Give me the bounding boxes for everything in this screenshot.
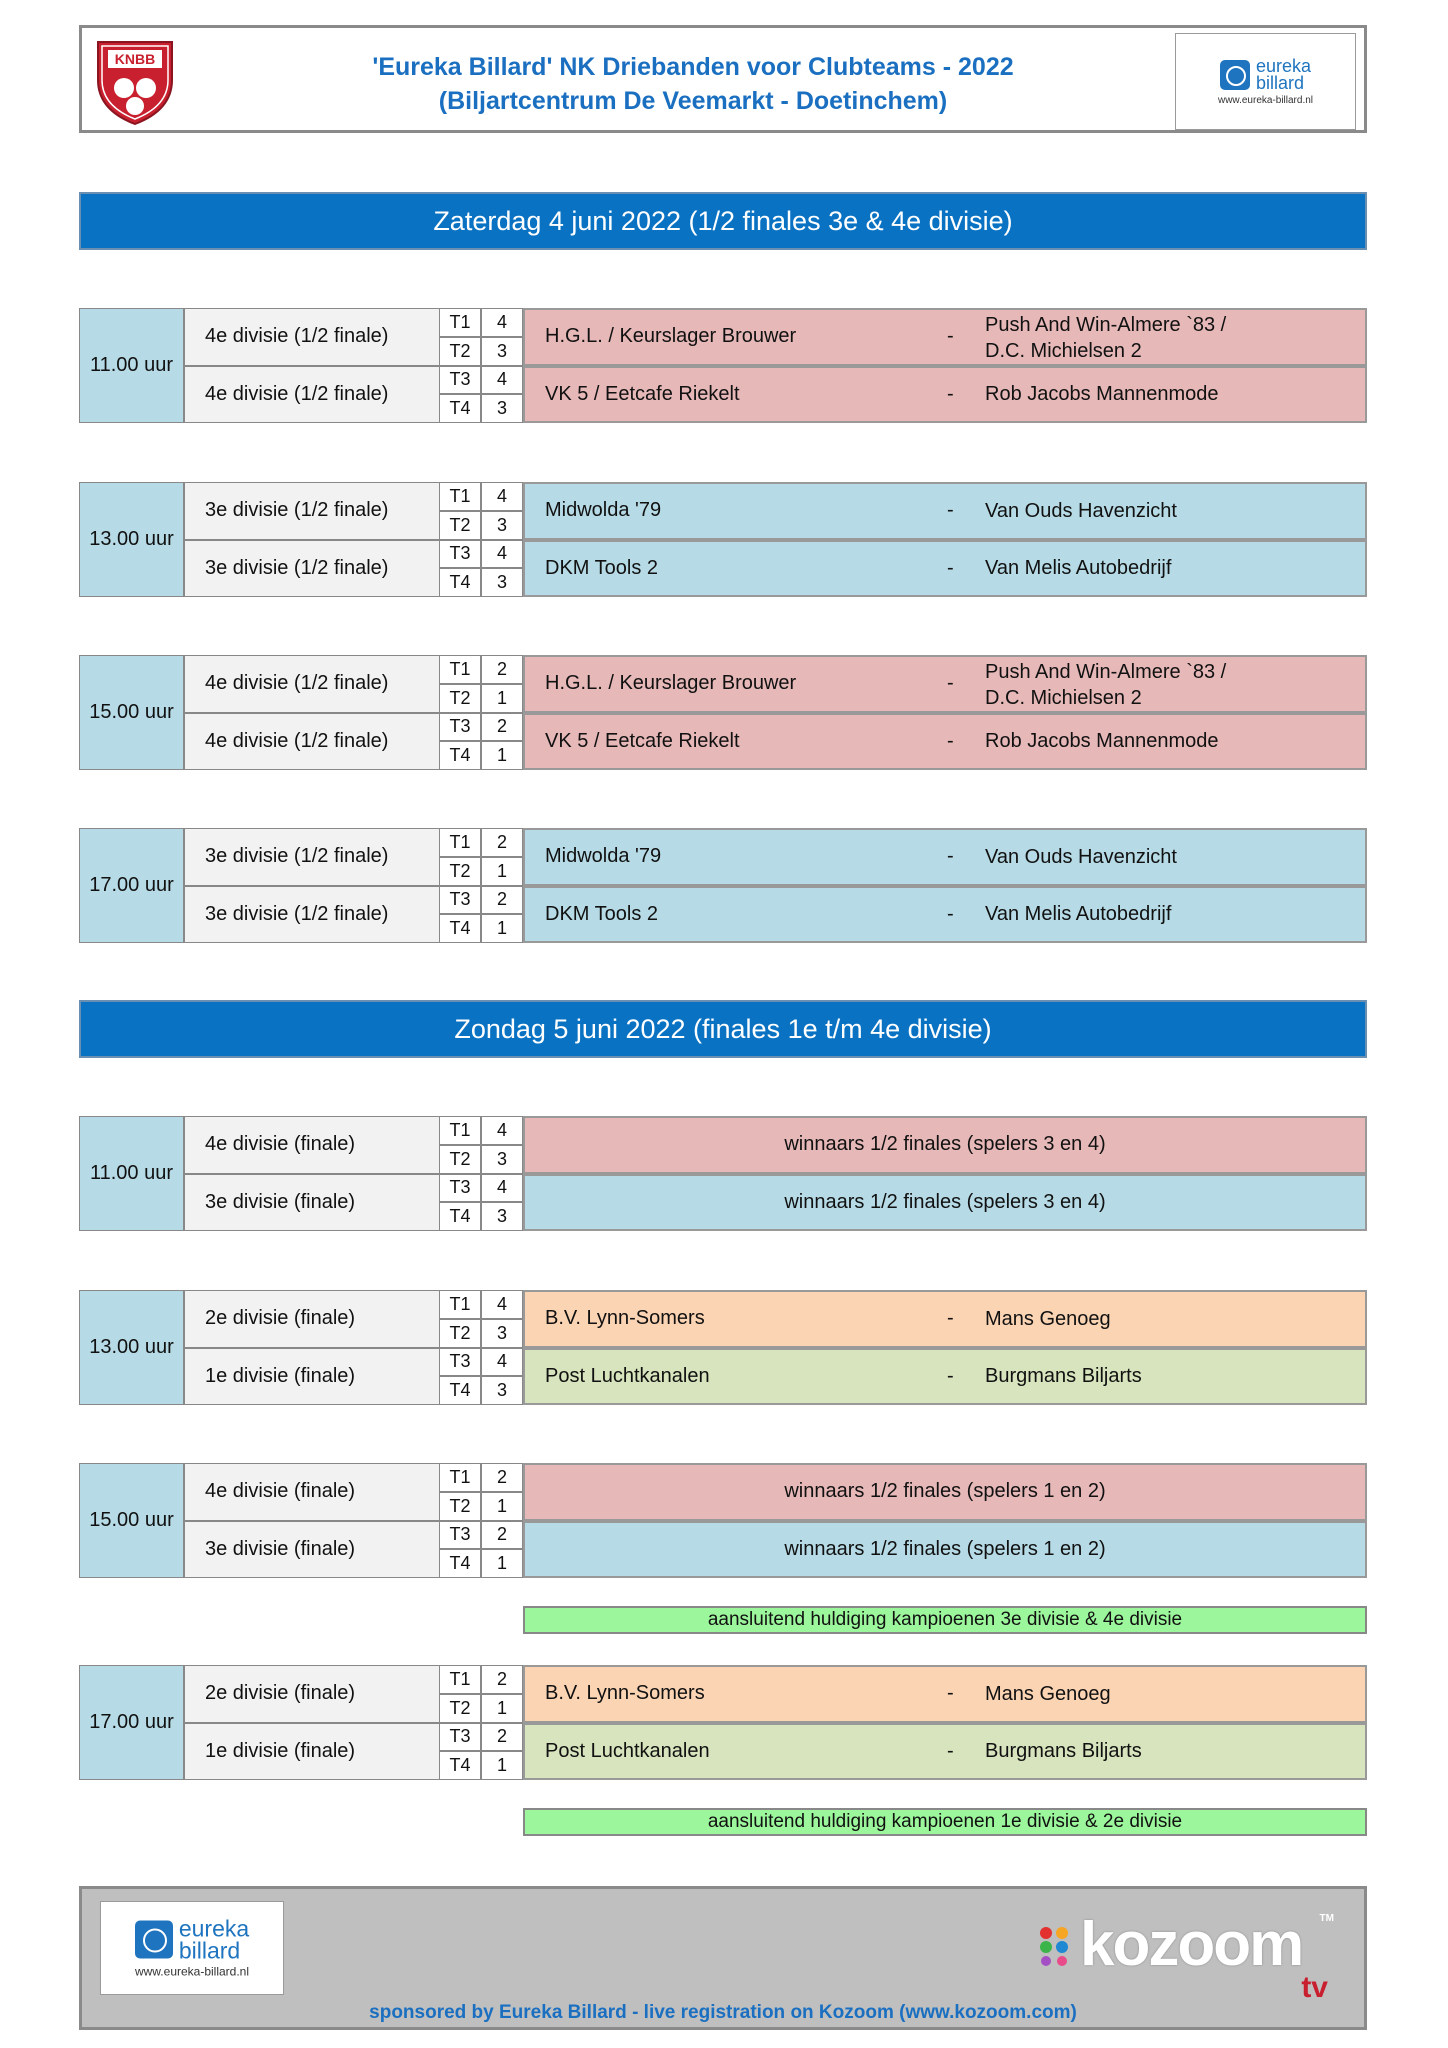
division-text: 3e divisie (finale) — [205, 1537, 356, 1560]
time-label: 13.00 uur — [89, 528, 174, 550]
table-id: T2 — [449, 1322, 471, 1343]
away-team — [985, 715, 1218, 769]
table-id: T4 — [449, 745, 471, 766]
time-cell — [79, 308, 184, 423]
time-cell — [79, 1665, 184, 1780]
player-count — [481, 713, 523, 742]
table-number — [439, 540, 481, 569]
player-count-value: 4 — [496, 369, 507, 390]
player-count-value: 4 — [496, 543, 507, 564]
table-id: T3 — [449, 543, 471, 564]
table-number — [439, 1116, 481, 1145]
away-team — [985, 368, 1218, 422]
player-count-value: 3 — [496, 1148, 507, 1169]
player-count — [481, 1521, 523, 1550]
table-id: T3 — [449, 1524, 471, 1545]
huldiging-notice: aansluitend huldiging kampioenen 3e divisie & 4e divisie — [523, 1606, 1367, 1634]
player-count — [481, 1174, 523, 1203]
player-count — [481, 886, 523, 915]
page-footer — [79, 1886, 1367, 2030]
time-label: 17.00 uur — [89, 874, 174, 896]
table-id: T2 — [449, 1697, 471, 1718]
match-cell — [523, 1665, 1367, 1723]
table-id: T3 — [449, 369, 471, 390]
table-id: T1 — [449, 1293, 471, 1314]
match-cell — [523, 1463, 1367, 1521]
away-team — [985, 657, 1226, 711]
time-block — [79, 1290, 1367, 1405]
table-number — [439, 1694, 481, 1723]
table-id: T2 — [449, 340, 471, 361]
player-count — [481, 655, 523, 684]
time-block — [79, 1665, 1367, 1780]
logo-url: www.eureka-billard.nl — [1217, 94, 1314, 106]
page-header — [79, 25, 1367, 133]
versus-dash: - — [947, 556, 954, 579]
table-id: T2 — [449, 687, 471, 708]
table-id: T4 — [449, 918, 471, 939]
division-text: 4e divisie (1/2 finale) — [205, 672, 389, 695]
player-count — [481, 1116, 523, 1145]
player-count — [481, 337, 523, 366]
player-count — [481, 1319, 523, 1348]
away-team-line-1: Rob Jacobs Mannenmode — [985, 730, 1219, 753]
player-count — [481, 1463, 523, 1492]
match-cell — [523, 1116, 1367, 1174]
player-count-value: 2 — [496, 1466, 507, 1487]
time-label: 17.00 uur — [89, 1711, 174, 1733]
away-team-line-1: Burgmans Biljarts — [985, 1365, 1142, 1388]
table-id: T4 — [449, 572, 471, 593]
eureka-logo-icon — [135, 1921, 173, 1959]
table-number — [439, 655, 481, 684]
table-number — [439, 684, 481, 713]
division-text: 4e divisie (finale) — [205, 1133, 356, 1156]
match-cell — [523, 308, 1367, 366]
table-id: T3 — [449, 1726, 471, 1747]
division-text: 3e divisie (1/2 finale) — [205, 499, 389, 522]
table-number — [439, 337, 481, 366]
time-cell — [79, 1463, 184, 1578]
home-team: DKM Tools 2 — [545, 902, 659, 925]
knbb-shield-logo-icon — [92, 36, 178, 128]
player-count — [481, 857, 523, 886]
away-team — [985, 1292, 1111, 1346]
huldiging-notice: aansluitend huldiging kampioenen 1e divisie & 2e divisie — [523, 1808, 1367, 1836]
player-count-value: 2 — [496, 716, 507, 737]
home-team: Post Luchtkanalen — [545, 1739, 710, 1762]
table-id: T1 — [449, 658, 471, 679]
match-cell — [523, 482, 1367, 540]
home-team: B.V. Lynn-Somers — [545, 1682, 705, 1705]
table-id: T2 — [449, 514, 471, 535]
away-team — [985, 1667, 1111, 1721]
away-team — [985, 830, 1177, 884]
table-id: T3 — [449, 889, 471, 910]
player-count-value: 1 — [496, 687, 507, 708]
player-count-value: 4 — [496, 1177, 507, 1198]
table-id: T4 — [449, 1755, 471, 1776]
division-text: 3e divisie (1/2 finale) — [205, 556, 389, 579]
player-count — [481, 540, 523, 569]
division-text: 1e divisie (finale) — [205, 1364, 356, 1387]
away-team-line-1: Mans Genoeg — [985, 1307, 1111, 1330]
away-team — [985, 1725, 1142, 1779]
home-team: B.V. Lynn-Somers — [545, 1307, 705, 1330]
table-id: T2 — [449, 1148, 471, 1169]
away-team-line-1: Burgmans Biljarts — [985, 1740, 1142, 1763]
match-cell — [523, 713, 1367, 771]
player-count — [481, 741, 523, 770]
player-count-value: 1 — [496, 1755, 507, 1776]
match-description: winnaars 1/2 finales (spelers 3 en 4) — [784, 1190, 1106, 1213]
versus-dash: - — [947, 499, 954, 522]
logo-url: www.eureka-billard.nl — [134, 1964, 250, 1979]
time-cell — [79, 828, 184, 943]
division-text: 3e divisie (finale) — [205, 1190, 356, 1213]
table-id: T3 — [449, 1177, 471, 1198]
away-team — [985, 542, 1171, 596]
player-count-value: 3 — [496, 1206, 507, 1227]
away-team-line-1: Van Ouds Havenzicht — [985, 499, 1177, 522]
match-cell — [523, 1723, 1367, 1781]
table-id: T3 — [449, 1351, 471, 1372]
table-id: T1 — [449, 485, 471, 506]
player-count-value: 3 — [496, 514, 507, 535]
logo-word-2: billard — [178, 1937, 241, 1964]
table-number — [439, 1145, 481, 1174]
table-id: T3 — [449, 716, 471, 737]
time-block — [79, 655, 1367, 770]
table-number — [439, 1463, 481, 1492]
away-team-line-2: D.C. Michielsen 2 — [985, 340, 1142, 362]
versus-dash: - — [947, 672, 954, 695]
player-count-value: 4 — [496, 1119, 507, 1140]
player-count-value: 3 — [496, 1322, 507, 1343]
player-count-value: 3 — [496, 398, 507, 419]
division-text: 1e divisie (finale) — [205, 1739, 356, 1762]
match-cell — [523, 540, 1367, 598]
player-count-value: 1 — [496, 860, 507, 881]
table-number — [439, 394, 481, 423]
table-number — [439, 741, 481, 770]
time-cell — [79, 482, 184, 597]
table-number — [439, 1723, 481, 1752]
table-number — [439, 1521, 481, 1550]
table-id: T4 — [449, 398, 471, 419]
logo-word-1: eureka — [1255, 55, 1312, 76]
table-number — [439, 366, 481, 395]
table-number — [439, 1319, 481, 1348]
match-cell — [523, 886, 1367, 944]
title-line-1: 'Eureka Billard' NK Driebanden voor Clubteams - 2022 — [372, 53, 1014, 81]
player-count-value: 2 — [496, 658, 507, 679]
table-number — [439, 1174, 481, 1203]
versus-dash: - — [947, 382, 954, 405]
away-team-line-2: D.C. Michielsen 2 — [985, 687, 1142, 709]
title-line-2: (Biljartcentrum De Veemarkt - Doetinchem) — [438, 87, 948, 115]
table-number — [439, 1348, 481, 1377]
time-block — [79, 828, 1367, 943]
division-text: 4e divisie (finale) — [205, 1480, 356, 1503]
time-label: 15.00 uur — [89, 701, 174, 723]
player-count-value: 1 — [496, 918, 507, 939]
away-team-line-1: Van Melis Autobedrijf — [985, 557, 1172, 580]
kozoom-tv: tv — [1301, 1971, 1328, 2004]
kozoom-tm: TM — [1319, 1913, 1334, 1924]
time-label: 11.00 uur — [89, 354, 174, 376]
player-count — [481, 482, 523, 511]
table-id: T4 — [449, 1553, 471, 1574]
home-team: Midwolda '79 — [545, 845, 662, 868]
table-number — [439, 1290, 481, 1319]
player-count-value: 2 — [496, 1668, 507, 1689]
player-count-value: 3 — [496, 1380, 507, 1401]
day-banner: Zaterdag 4 juni 2022 (1/2 finales 3e & 4e divisie) — [79, 192, 1367, 250]
home-team: VK 5 / Eetcafe Riekelt — [545, 382, 740, 405]
player-count-value: 4 — [496, 1293, 507, 1314]
away-team-line-1: Van Ouds Havenzicht — [985, 845, 1177, 868]
player-count — [481, 1492, 523, 1521]
footer-eureka-billard-logo — [100, 1901, 284, 1995]
table-number — [439, 828, 481, 857]
time-cell — [79, 1116, 184, 1231]
kozoom-tv-logo-icon — [1036, 1909, 1336, 2009]
versus-dash: - — [947, 1682, 954, 1705]
eureka-billard-logo — [1175, 33, 1356, 130]
player-count — [481, 1290, 523, 1319]
table-number — [439, 1202, 481, 1231]
division-text: 4e divisie (1/2 finale) — [205, 325, 389, 348]
table-number — [439, 713, 481, 742]
table-number — [439, 308, 481, 337]
page-title — [222, 50, 1164, 118]
versus-dash: - — [947, 845, 954, 868]
table-id: T1 — [449, 311, 471, 332]
player-count-value: 2 — [496, 889, 507, 910]
versus-dash: - — [947, 1739, 954, 1762]
player-count-value: 1 — [496, 1697, 507, 1718]
away-team-line-1: Rob Jacobs Mannenmode — [985, 383, 1219, 406]
player-count-value: 4 — [496, 1351, 507, 1372]
player-count-value: 2 — [496, 1726, 507, 1747]
table-id: T4 — [449, 1380, 471, 1401]
away-team-line-1: Van Melis Autobedrijf — [985, 903, 1172, 926]
table-id: T2 — [449, 1495, 471, 1516]
day-banner: Zondag 5 juni 2022 (finales 1e t/m 4e divisie) — [79, 1000, 1367, 1058]
player-count-value: 4 — [496, 485, 507, 506]
away-team — [985, 888, 1171, 942]
versus-dash: - — [947, 1307, 954, 1330]
logo-word-2: billard — [1255, 72, 1304, 93]
match-cell — [523, 655, 1367, 713]
versus-dash: - — [947, 1364, 954, 1387]
player-count — [481, 1549, 523, 1578]
time-cell — [79, 1290, 184, 1405]
player-count-value: 3 — [496, 340, 507, 361]
match-description: winnaars 1/2 finales (spelers 3 en 4) — [784, 1133, 1106, 1156]
player-count — [481, 366, 523, 395]
eureka-logo-icon — [1220, 60, 1250, 90]
table-number — [439, 886, 481, 915]
player-count — [481, 511, 523, 540]
player-count — [481, 1665, 523, 1694]
table-id: T1 — [449, 831, 471, 852]
player-count-value: 1 — [496, 1553, 507, 1574]
table-number — [439, 1376, 481, 1405]
away-team — [985, 310, 1226, 364]
player-count-value: 4 — [496, 311, 507, 332]
player-count-value: 2 — [496, 1524, 507, 1545]
match-cell — [523, 1174, 1367, 1232]
player-count — [481, 1751, 523, 1780]
away-team — [985, 484, 1177, 538]
time-block — [79, 308, 1367, 423]
player-count — [481, 1202, 523, 1231]
kozoom-word: kozoom — [1080, 1910, 1303, 1979]
player-count — [481, 308, 523, 337]
away-team — [985, 1350, 1142, 1404]
away-team-line-1: Push And Win-Almere `83 / — [985, 661, 1227, 683]
time-block — [79, 482, 1367, 597]
player-count — [481, 828, 523, 857]
home-team: H.G.L. / Keurslager Brouwer — [545, 672, 797, 695]
match-cell — [523, 1290, 1367, 1348]
time-label: 15.00 uur — [89, 1509, 174, 1531]
division-text: 3e divisie (1/2 finale) — [205, 902, 389, 925]
division-text: 2e divisie (finale) — [205, 1682, 356, 1705]
home-team: H.G.L. / Keurslager Brouwer — [545, 325, 797, 348]
table-number — [439, 1751, 481, 1780]
home-team: DKM Tools 2 — [545, 556, 659, 579]
player-count — [481, 1723, 523, 1752]
player-count — [481, 914, 523, 943]
division-text: 2e divisie (finale) — [205, 1307, 356, 1330]
time-block — [79, 1116, 1367, 1231]
home-team: Post Luchtkanalen — [545, 1364, 710, 1387]
table-number — [439, 482, 481, 511]
logo-word-1: eureka — [178, 1915, 250, 1942]
sponsor-text: sponsored by Eureka Billard - live registration on Kozoom (www.kozoom.com) — [369, 2002, 1077, 2023]
table-number — [439, 568, 481, 597]
time-cell — [79, 655, 184, 770]
kozoom-dots-icon — [1038, 1925, 1072, 1967]
away-team-line-1: Push And Win-Almere `83 / — [985, 314, 1227, 336]
match-cell — [523, 1521, 1367, 1579]
player-count-value: 1 — [496, 1495, 507, 1516]
table-number — [439, 857, 481, 886]
table-number — [439, 1665, 481, 1694]
time-label: 13.00 uur — [89, 1336, 174, 1358]
away-team-line-1: Mans Genoeg — [985, 1682, 1111, 1705]
knbb-logo-text: KNBB — [114, 51, 156, 67]
match-description: winnaars 1/2 finales (spelers 1 en 2) — [784, 1537, 1106, 1560]
player-count-value: 1 — [496, 745, 507, 766]
table-number — [439, 511, 481, 540]
table-id: T1 — [449, 1119, 471, 1140]
versus-dash: - — [947, 729, 954, 752]
player-count — [481, 1348, 523, 1377]
match-description: winnaars 1/2 finales (spelers 1 en 2) — [784, 1480, 1106, 1503]
home-team: VK 5 / Eetcafe Riekelt — [545, 729, 740, 752]
player-count-value: 2 — [496, 831, 507, 852]
player-count — [481, 1145, 523, 1174]
versus-dash: - — [947, 902, 954, 925]
match-cell — [523, 1348, 1367, 1406]
division-text: 4e divisie (1/2 finale) — [205, 729, 389, 752]
time-label: 11.00 uur — [89, 1162, 174, 1184]
table-number — [439, 1549, 481, 1578]
player-count — [481, 394, 523, 423]
versus-dash: - — [947, 325, 954, 348]
player-count — [481, 1694, 523, 1723]
player-count-value: 3 — [496, 572, 507, 593]
player-count — [481, 684, 523, 713]
player-count — [481, 568, 523, 597]
table-id: T1 — [449, 1466, 471, 1487]
table-id: T2 — [449, 860, 471, 881]
division-text: 4e divisie (1/2 finale) — [205, 382, 389, 405]
player-count — [481, 1376, 523, 1405]
table-number — [439, 914, 481, 943]
table-id: T1 — [449, 1668, 471, 1689]
table-id: T4 — [449, 1206, 471, 1227]
table-number — [439, 1492, 481, 1521]
match-cell — [523, 828, 1367, 886]
division-text: 3e divisie (1/2 finale) — [205, 845, 389, 868]
home-team: Midwolda '79 — [545, 499, 662, 522]
time-block — [79, 1463, 1367, 1578]
match-cell — [523, 366, 1367, 424]
